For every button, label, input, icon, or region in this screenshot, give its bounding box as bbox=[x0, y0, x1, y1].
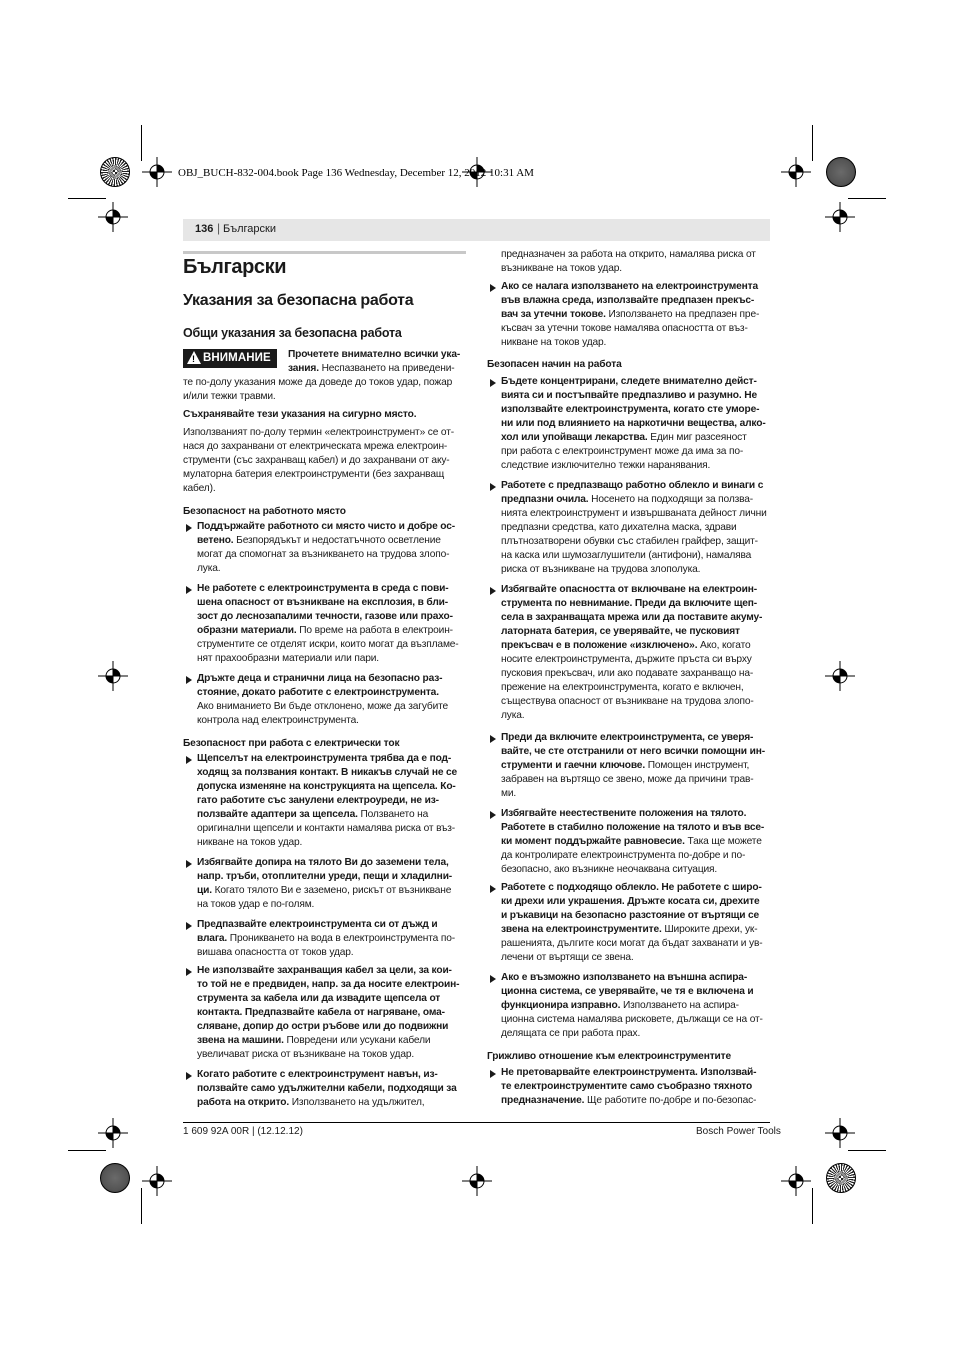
page-title: Български bbox=[183, 256, 287, 278]
text-line: на каска или шумозаглушители (антифони), намалява bbox=[501, 550, 752, 561]
text-line: вията си и постъпвайте предпазливо и разумно. Не bbox=[501, 390, 757, 401]
text-line: безопасно, ако възникне неочаквана ситуация. bbox=[501, 864, 718, 875]
text-line: никване на токов удар. bbox=[197, 837, 303, 848]
text-line: ползвайте само удължителни кабели, подходящи за bbox=[197, 1083, 457, 1094]
bullet-arrow-icon bbox=[490, 811, 496, 819]
text-line: Работете с подходящо облекло. Не работете с широ- bbox=[501, 882, 762, 893]
text-line: напр. тръби, отоплителни уреди, пещи и хладилни- bbox=[197, 871, 453, 882]
text-line: във влажна среда, използвайте предпазен прекъс- bbox=[501, 295, 755, 306]
text-line: Безопасен начин на работа bbox=[487, 359, 622, 370]
text-line: сляване, допир до остри ръбове или до подвижни bbox=[197, 1021, 449, 1032]
text-line: звена на машини. Повредени или усукани кабели bbox=[197, 1035, 431, 1046]
text-line: лука. bbox=[501, 710, 525, 721]
trim-line bbox=[848, 198, 886, 199]
text-line: нася до захранвани от електрическата мрежа електроин- bbox=[183, 441, 448, 452]
registration-mark-icon bbox=[825, 1118, 855, 1148]
text-line: възникване на токов удар. bbox=[501, 263, 622, 274]
trim-line bbox=[848, 1150, 886, 1151]
text-line: Поддържайте работното си място чисто и добре ос- bbox=[197, 521, 455, 532]
text-line: и ръкавици на безопасно разстояние от въртящи се bbox=[501, 910, 760, 921]
text-line: Избягвайте допира на тялото Ви до заземени тела, bbox=[197, 857, 449, 868]
text-line: контакта. Предпазвайте кабела от нагряване, ома- bbox=[197, 1007, 445, 1018]
text-line: Грижливо отношение към електроинструментите bbox=[487, 1051, 732, 1062]
text-line: Не използвайте захранващия кабел за цели, за кои- bbox=[197, 965, 452, 976]
text-line: Бъдете концентрирани, следете внимателно дейст- bbox=[501, 376, 757, 387]
bullet-arrow-icon bbox=[490, 284, 496, 292]
registration-mark-icon bbox=[462, 1166, 492, 1196]
text-line: предпазни средства, като дихателна маска, здрави bbox=[501, 522, 737, 533]
text-line: Преди да включите електроинструмента, се уверя- bbox=[501, 732, 754, 743]
page-header bbox=[183, 219, 770, 241]
bullet-arrow-icon bbox=[186, 676, 192, 684]
text-line: зост до леснозапалими течности, газове или прахо- bbox=[197, 611, 453, 622]
bullet-arrow-icon bbox=[186, 860, 192, 868]
warning-label: ВНИМАНИЕ bbox=[203, 352, 271, 364]
text-line: ползвайте адаптери за щепсела. Ползването на bbox=[197, 809, 429, 820]
registration-mark-icon bbox=[825, 202, 855, 232]
bullet-arrow-icon bbox=[490, 587, 496, 595]
text-line: рашенията, дългите коси могат да бъдат захванати и ув- bbox=[501, 938, 763, 949]
text-line: на токов удар е по-голям. bbox=[197, 899, 315, 910]
text-line: нията електроинструмент и извършваната дейност лични bbox=[501, 508, 767, 519]
text-line: ки дрехи или украшения. Дръжте косата си, дрехите bbox=[501, 896, 760, 907]
footer-brand: Bosch Power Tools bbox=[696, 1126, 781, 1137]
subsection-title: Общи указания за безопасна работа bbox=[183, 326, 402, 340]
trim-line bbox=[812, 125, 813, 161]
footer-doc-number: 1 609 92A 00R | (12.12.12) bbox=[183, 1126, 303, 1137]
bullet-arrow-icon bbox=[490, 735, 496, 743]
text-line: вишава опасността от токов удар. bbox=[197, 947, 354, 958]
bullet-arrow-icon bbox=[490, 975, 496, 983]
text-line: нят прахообразни материали или пари. bbox=[197, 653, 379, 664]
bullet-arrow-icon bbox=[186, 968, 192, 976]
text-line: делящата се при работа прах. bbox=[501, 1028, 641, 1039]
text-line: Безопасност на работното място bbox=[183, 506, 346, 517]
header-separator: | bbox=[217, 221, 221, 235]
bullet-arrow-icon bbox=[490, 885, 496, 893]
text-line: забравен на въртящо се звено, може да причини трав- bbox=[501, 774, 754, 785]
trim-line bbox=[141, 125, 142, 161]
text-line: Щепселът на електроинструмента трябва да е под- bbox=[197, 753, 452, 764]
text-line: ционна система намалява рисковете, дължащи се на от- bbox=[501, 1014, 763, 1025]
header-language: Български bbox=[223, 223, 276, 235]
registration-mark-icon bbox=[781, 157, 811, 187]
text-line: ветено. Безпорядъкът и недостатъчното осветление bbox=[197, 535, 441, 546]
text-line: Когато работите с електроинструмент навън, из- bbox=[197, 1069, 438, 1080]
text-line: села в захранващата мрежа или да поставите акуму- bbox=[501, 612, 763, 623]
text-line: вач за утечни токове. Използването на предпазен пре- bbox=[501, 309, 760, 320]
text-line: Ако е възможно използването на външна аспира- bbox=[501, 972, 748, 983]
text-line: те по-долу указания може да доведе до токов удар, пожар bbox=[183, 377, 453, 388]
text-line: струменти и гаечни ключове. Помощен инструмент, bbox=[501, 760, 750, 771]
registration-mark-icon bbox=[142, 1166, 172, 1196]
bullet-arrow-icon bbox=[186, 756, 192, 764]
text-line: Избягвайте неестествените положения на тялото. bbox=[501, 808, 747, 819]
text-line: ци. Когато тялото Ви е заземено, рискът от възникване bbox=[197, 885, 452, 896]
text-line: следствие изключително тежки наранявания. bbox=[501, 460, 711, 471]
color-rosette-icon bbox=[100, 157, 130, 187]
text-line: влага. Проникването на вода в електроинструмента по- bbox=[197, 933, 456, 944]
text-line: Ако се налага използването на електроинструмента bbox=[501, 281, 758, 292]
text-line: пусковия прекъсвач, или ако подавате захранващо на- bbox=[501, 668, 754, 679]
text-line: Безопасност при работа с електрически ток bbox=[183, 738, 400, 749]
warning-badge: ! ВНИМАНИЕ bbox=[183, 349, 277, 368]
text-line: риска от възникване на трудова злополука. bbox=[501, 564, 701, 575]
text-line: то той не е предвиден, напр. за да носите електроин- bbox=[197, 979, 460, 990]
text-line: кабел). bbox=[183, 483, 216, 494]
bullet-arrow-icon bbox=[186, 586, 192, 594]
color-bar-icon bbox=[100, 1163, 130, 1193]
text-line: и/или тежки травми. bbox=[183, 391, 276, 402]
text-line: Използваният по-долу термин «електроинструмент» се от- bbox=[183, 427, 454, 438]
registration-mark-icon bbox=[781, 1166, 811, 1196]
text-line: струменти (със захранващ кабел) и до захранвани от аку- bbox=[183, 455, 450, 466]
trim-line bbox=[812, 1188, 813, 1224]
text-line: ционна система, се уверявайте, че тя е включена и bbox=[501, 986, 754, 997]
text-line: лечени от въртящи се звена. bbox=[501, 952, 634, 963]
text-line: струментите се отделят искри, които могат да възпламе- bbox=[197, 639, 459, 650]
text-line: могат да спомогнат за възникването на трудова злопо- bbox=[197, 549, 450, 560]
trim-line bbox=[68, 198, 106, 199]
text-line: вайте, че сте отстранили от него всички помощни ин- bbox=[501, 746, 765, 757]
text-line: предпазни очила. Носенето на подходящи за ползва- bbox=[501, 494, 754, 505]
text-line: предназначение. Ще работите по-добре и по-безопас- bbox=[501, 1095, 757, 1106]
bullet-arrow-icon bbox=[186, 1072, 192, 1080]
bullet-arrow-icon bbox=[490, 1070, 496, 1078]
text-line: предназначен за работа на открито, намалява риска от bbox=[501, 249, 756, 260]
bullet-arrow-icon bbox=[490, 379, 496, 387]
text-line: съществува опасност от възникване на трудова злопо- bbox=[501, 696, 754, 707]
text-line: ми. bbox=[501, 788, 517, 799]
bullet-arrow-icon bbox=[186, 922, 192, 930]
text-line: използвайте електроинструмента, когато сте уморе- bbox=[501, 404, 760, 415]
print-slug: OBJ_BUCH-832-004.book Page 136 Wednesday, December 12, 2012 10:31 AM bbox=[178, 167, 534, 179]
bullet-arrow-icon bbox=[186, 524, 192, 532]
text-line: образни материали. По време на работа в електроин- bbox=[197, 625, 453, 636]
text-line: допуска изменяне на конструкцията на щепсела. Ко- bbox=[197, 781, 456, 792]
title-rule bbox=[183, 251, 466, 254]
text-line: прекъсвач е в положение «изключено». Ако, когато bbox=[501, 640, 751, 651]
section-title: Указания за безопасна работа bbox=[183, 292, 414, 309]
text-line: ходящ за ползвания контакт. В никакъв случай не се bbox=[197, 767, 458, 778]
text-line: хол или упойващи лекарства. Един миг разсеяност bbox=[501, 432, 747, 443]
registration-mark-icon bbox=[98, 202, 128, 232]
text-line: Предпазвайте електроинструмента си от дъжд и bbox=[197, 919, 438, 930]
text-line: звена на електроинструментите. Широките дрехи, ук- bbox=[501, 924, 758, 935]
color-bar-icon bbox=[826, 157, 856, 187]
text-line: гато работите със занулени електроуреди, не из- bbox=[197, 795, 439, 806]
text-line: Ако вниманието Ви бъде отклонено, може да загубите bbox=[197, 701, 449, 712]
text-line: Работете с предпазващо работно облекло и винаги с bbox=[501, 480, 764, 491]
text-line: зания. Неспазването на приведени- bbox=[288, 363, 455, 374]
text-line: стояние, докато работите с електроинструмента. bbox=[197, 687, 439, 698]
text-line: Прочетете внимателно всички ука- bbox=[288, 349, 461, 360]
registration-mark-icon bbox=[98, 1118, 128, 1148]
text-line: никване на токов удар. bbox=[501, 337, 607, 348]
text-line: оригинални щепсели и контакти намалява риска от въз- bbox=[197, 823, 455, 834]
text-line: Не работете с електроинструмента в среда с пови- bbox=[197, 583, 449, 594]
text-line: късвач за утечни токове намалява опасността от въз- bbox=[501, 323, 748, 334]
text-line: мулаторна батерия електроинструменти (без захранващ bbox=[183, 469, 445, 480]
text-line: лука. bbox=[197, 563, 221, 574]
text-line: при работа с електроинструмент може да има за по- bbox=[501, 446, 744, 457]
page-number: 136 bbox=[195, 223, 214, 235]
text-line: шена опасност от възникване на експлозия, в бли- bbox=[197, 597, 449, 608]
text-line: носите електроинструмента, държите пръста си върху bbox=[501, 654, 752, 665]
text-line: струмента по невнимание. Преди да включите щеп- bbox=[501, 598, 758, 609]
color-rosette-icon bbox=[826, 1163, 856, 1193]
text-line: Дръжте деца и странични лица на безопасно раз- bbox=[197, 673, 443, 684]
text-line: Избягвайте опасността от включване на електроин- bbox=[501, 584, 757, 595]
text-line: Работете в стабилно положение на тялото и във все- bbox=[501, 822, 765, 833]
text-line: плътнозатворени обувки със стабилен грайфер, защит- bbox=[501, 536, 758, 547]
text-line: Не претоварвайте електроинструмента. Използвай- bbox=[501, 1067, 757, 1078]
footer-rule bbox=[183, 1122, 770, 1123]
registration-mark-icon bbox=[98, 661, 128, 691]
text-line: те електроинструментите само съобразно тяхното bbox=[501, 1081, 753, 1092]
text-line: да контролирате електроинструмента по-добре и по- bbox=[501, 850, 746, 861]
text-line: работа на открито. Използването на удължител, bbox=[197, 1097, 425, 1108]
text-line: контрола над електроинструмента. bbox=[197, 715, 359, 726]
text-line: увеличават риска от възникване на токов удар. bbox=[197, 1049, 415, 1060]
text-line: ни или под влиянието на наркотични вещества, алко- bbox=[501, 418, 766, 429]
text-line: прежение на електроинструмента, когато е включен, bbox=[501, 682, 744, 693]
trim-line bbox=[68, 1150, 106, 1151]
text-line: латорната батерия, се уверявайте, че пусковият bbox=[501, 626, 740, 637]
text-line: Съхранявайте тези указания на сигурно място. bbox=[183, 409, 417, 420]
registration-mark-icon bbox=[825, 661, 855, 691]
text-line: струмента за кабела или да извадите щепсела от bbox=[197, 993, 441, 1004]
bullet-arrow-icon bbox=[490, 483, 496, 491]
registration-mark-icon bbox=[142, 157, 172, 187]
text-line: функционира изправно. Използването на аспира- bbox=[501, 1000, 739, 1011]
text-line: ки момент поддържайте равновесие. Така ще можете bbox=[501, 836, 762, 847]
